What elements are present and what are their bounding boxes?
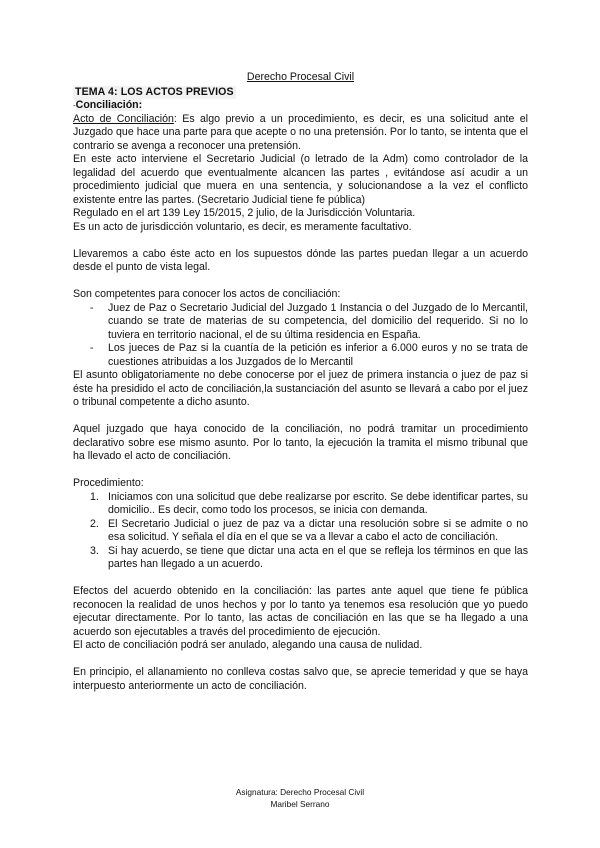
section-dash: - [73, 101, 76, 110]
list-item [73, 518, 528, 545]
step-number: 2. [90, 517, 99, 530]
topic-heading: TEMA 4: LOS ACTOS PREVIOS [75, 85, 234, 98]
competentes-list [73, 302, 528, 370]
competentes-after: El asunto obligatoriamente no debe conocerse por el juez de primera instancia o juez de paz si éste ha presidido el acto de conciliación,la sustanciación del asunto se llevará a cabo por el juez o tribunal competente a dicho asunto. [73, 369, 528, 408]
procedimiento-lead: Procedimiento: [73, 477, 144, 489]
section-heading [73, 99, 528, 113]
voluntary-paragraph: Es un acto de jurisdicción voluntario, es decir, es meramente facultativo. [73, 220, 412, 233]
nulidad-paragraph: El acto de conciliación podrá ser anulado, alegando una causa de nulidad. [73, 639, 423, 651]
document-title: Derecho Procesal Civil [246, 71, 355, 83]
list-item: - Juez de Paz o Secretario Judicial del Juzgado 1 Instancia o del Juzgado de lo Mercantil, cuando se trate de materias de su competencia, del domicilio del requerido. Si no lo tuviera en territorio nacional, el de su última residencia en España. [73, 302, 528, 343]
supuestos-paragraph: Llevaremos a cabo éste acto en los supuestos dónde las partes puedan llegar a un acuerdo desde el punto de vista legal. [73, 247, 528, 273]
secretario-paragraph: En este acto interviene el Secretario Judicial (o letrado de la Adm) como controlador de la legalidad del acuerdo que eventualmente alcancen las partes , evitándose así acudir a un procedimiento judicial que muera en una sentencia, y solucionandose a la vez el conflicto existente entre las partes. (Secretario Judicial tiene fe pública) [73, 153, 528, 206]
intro-term: Acto de Conciliación [73, 112, 174, 125]
step-number: 3. [90, 544, 99, 557]
intro-paragraph [73, 113, 528, 154]
list-item [73, 545, 528, 572]
list-item: - Los jueces de Paz si la cuantía de la petición es inferior a 6.000 euros y no se trata de cuestiones atribuidas a los Juzgados de lo Mercantil [73, 342, 528, 369]
step-text: El Secretario Judicial o juez de paz va a dictar una resolución sobre si se admite o no esa solicitud. Y señala el día en el que se va a llevar a cabo el acto de conciliación. [108, 517, 528, 543]
competentes-lead: Son competentes para conocer los actos de conciliación: [73, 288, 341, 300]
step-text: Iniciamos con una solicitud que debe realizarse por escrito. Se debe identificar partes, su domicilio.. Es decir, como todo los procesos, se inicia con demanda. [108, 490, 528, 516]
juzgado-paragraph: Aquel juzgado que haya conocido de la conciliación, no podrá tramitar un procedimiento declarativo sobre ese mismo asunto. Por lo tanto, la ejecución la tramita el mismo tribunal que ha llevado el acto de conciliación. [73, 423, 528, 462]
page-footer [0, 786, 600, 810]
step-number: 1. [90, 490, 99, 503]
footer-author: Maribel Serrano [270, 799, 330, 809]
allanamiento-paragraph: En principio, el allanamiento no conlleva costas salvo que, se aprecie temeridad y que se haya interpuesto anteriormente un acto de conciliación. [73, 666, 528, 692]
step-text: Si hay acuerdo, se tiene que dictar una acta en el que se refleja los términos en que las partes han llegado a un acuerdo. [108, 544, 528, 570]
procedimiento-list [73, 491, 528, 572]
regulation-paragraph: Regulado en el art 139 Ley 15/2015, 2 julio, de la Jurisdicción Voluntaria. [73, 207, 416, 219]
efectos-paragraph: Efectos del acuerdo obtenido en la conciliación: las partes ante aquel que tiene fe pública reconocen la realidad de unos hechos y por lo tanto ya tenemos esa resolución que yo puedo ejecutar directamente. Por lo tanto, las actas de conciliación en las que se ha llegado a una acuerdo son ejecutables a través del procedimiento de ejecución. [73, 585, 528, 638]
intro-definition: : Es algo previo a un procedimiento, es decir, es una solicitud ante el Juzgado que hace una parte para que acepte o no una pretensión. Por lo tanto, se intenta que el contrario se avenga a reconocer una pretensión. [73, 112, 528, 152]
footer-subject: Asignatura: Derecho Procesal Civil [235, 787, 365, 797]
list-item [73, 491, 528, 518]
section-label: Conciliación: [75, 99, 143, 111]
document-body [73, 71, 528, 693]
